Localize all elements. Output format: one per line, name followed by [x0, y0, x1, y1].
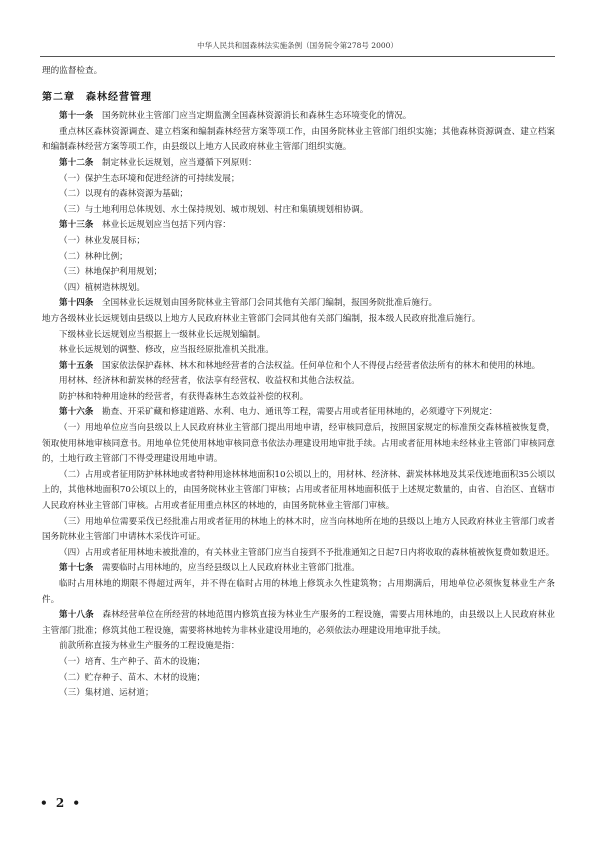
article-paragraph [42, 608, 555, 639]
paragraph-text: 下级林业长远规划应当根据上一级林业长远规划编制。 [59, 329, 266, 340]
paragraph-text: 防护林和特种用途林的经营者，有获得森林生态效益补偿的权利。 [59, 391, 309, 402]
running-header: 中华人民共和国森林法实施条例（国务院令第278号 2000） [40, 40, 555, 57]
paragraph [42, 172, 555, 188]
article-paragraph [42, 296, 555, 312]
paragraph-text: 勘查、开采矿藏和修建道路、水利、电力、通讯等工程，需要占用或者征用林地的，必须遵守下列规定： [93, 407, 498, 418]
article-paragraph [42, 218, 555, 234]
paragraph [42, 125, 555, 156]
article-label: 第十八条 [59, 610, 94, 621]
article-label: 第十五条 [59, 360, 94, 371]
paragraph-text: 全国林业长远规划由国务院林业主管部门会同其他有关部门编制，报国务院批准后施行。 [93, 298, 438, 309]
paragraph [42, 203, 555, 219]
paragraph [42, 374, 555, 390]
paragraph-text: 地方各级林业长远规划由县级以上地方人民政府林业主管部门会同其他有关部门编制，报本级人民政府批准后施行。 [42, 313, 481, 324]
paragraph-text: （一）林业发展目标； [59, 235, 145, 246]
paragraph-text: 制定林业长远规划，应当遵循下列原则： [93, 157, 257, 168]
paragraph [42, 328, 555, 344]
paragraph-text: （二）林种比例； [59, 251, 128, 262]
paragraph-text: 前款所称直接为林业生产服务的工程设施是指： [59, 641, 240, 652]
paragraph-text: （一）用地单位应当向县级以上人民政府林业主管部门提出用地申请，经审核同意后，按照国家规定的标准预交森林植被恢复费，领取使用林地审核同意书。用地单位凭使用林地审核同意书依法办理建设用地审批手续。占用或者征用林地未经林业主管部门审核同意的，土地行政主管部门不得受理建设用地申请。 [42, 423, 555, 465]
paragraph [42, 281, 555, 297]
article-list [42, 109, 555, 702]
document-body [42, 64, 555, 702]
paragraph-text: （三）用地单位需要采伐已经批准占用或者征用的林地上的林木时，应当向林地所在地的县级以上地方人民政府林业主管部门或者国务院林业主管部门申请林木采伐许可证。 [42, 516, 555, 543]
paragraph-text: （一）培育、生产种子、苗木的设施； [59, 656, 206, 667]
paragraph-text: 林业长远规划的调整、修改，应当报经原批准机关批准。 [59, 345, 274, 356]
article-label: 第十一条 [59, 111, 94, 122]
paragraph [42, 390, 555, 406]
paragraph [42, 343, 555, 359]
paragraph-text: 林业长远规划应当包括下列内容： [93, 220, 231, 231]
paragraph-text: （三）与土地利用总体规划、水土保持规划、城市规划、村庄和集镇规划相协调。 [59, 204, 369, 215]
article-label: 第十二条 [59, 157, 94, 168]
article-paragraph [42, 109, 555, 125]
article-label: 第十三条 [59, 220, 94, 231]
paragraph-text: （四）占用或者征用林地未被批准的，有关林业主管部门应当自接到不予批准通知之日起7日内将收取的森林植被恢复费如数退还。 [59, 547, 555, 558]
article-label: 第十六条 [59, 407, 94, 418]
paragraph [42, 234, 555, 250]
paragraph-text: 需要临时占用林地的，应当经县级以上人民政府林业主管部门批准。 [93, 563, 360, 574]
paragraph [42, 639, 555, 655]
paragraph [42, 577, 555, 608]
paragraph [42, 250, 555, 266]
chapter-title: 第二章 森林经营管理 [42, 91, 152, 103]
paragraph-text: 临时占用林地的期限不得超过两年，并不得在临时占用的林地上修筑永久性建筑物；占用期满后，用地单位必须恢复林业生产条件。 [42, 579, 555, 605]
article-paragraph [42, 561, 555, 577]
paragraph-text: （四）植树造林规划。 [59, 282, 145, 293]
article-paragraph [42, 405, 555, 421]
paragraph [42, 671, 555, 687]
paragraph [42, 655, 555, 671]
paragraph [42, 312, 555, 328]
paragraph [42, 468, 555, 515]
article-label: 第十四条 [59, 298, 94, 309]
paragraph [42, 421, 555, 468]
article-paragraph [42, 156, 555, 172]
paragraph-text: 重点林区森林资源调查、建立档案和编制森林经营方案等项工作，由国务院林业主管部门组织实施；其他森林资源调查、建立档案和编制森林经营方案等项工作，由县级以上地方人民政府林业主管部门组织实施。 [42, 126, 555, 153]
paragraph [42, 515, 555, 546]
paragraph-text: （二）占用或者征用防护林林地或者特种用途林林地面积10公顷以上的，用材林、经济林、薪炭林林地及其采伐迹地面积35公顷以上的，其他林地面积70公顷以上的，由国务院林业主管部门审核；占用或者征用林地面积低于上述规定数量的，由省、自治区、直辖市人民政府林业主管部门审核。占用或者征用重点林区的林地的，由国务院林业主管部门审核。 [42, 469, 555, 512]
paragraph-text: （二）以现有的森林资源为基础； [59, 189, 188, 200]
paragraph-text: 森林经营单位在所经营的林地范围内修筑直接为林业生产服务的工程设施，需要占用林地的，由县级以上人民政府林业主管部门批准；修筑其他工程设施，需要将林地转为非林业建设用地的，必须依法办理建设用地审批手续。 [42, 610, 555, 636]
paragraph-text: （三）集材道、运材道； [59, 688, 154, 699]
paragraph [42, 686, 555, 702]
paragraph [42, 265, 555, 281]
paragraph-text: （三）林地保护利用规划； [59, 267, 163, 278]
article-label: 第十七条 [59, 563, 94, 574]
paragraph-text: 国家依法保护森林、林木和林地经营者的合法权益。任何单位和个人不得侵占经营者依法所有的林木和使用的林地。 [93, 360, 541, 371]
paragraph [42, 187, 555, 203]
article-paragraph [42, 359, 555, 375]
paragraph [42, 546, 555, 562]
paragraph-text: 国务院林业主管部门应当定期监测全国森林资源消长和森林生态环境变化的情况。 [93, 111, 412, 122]
paragraph-text: （二）贮存种子、苗木、木材的设施； [59, 672, 206, 683]
paragraph-text: （一）保护生态环境和促进经济的可持续发展； [59, 173, 240, 184]
lead-line: 理的监督检查。 [42, 66, 103, 76]
page-number: • 2 • [40, 796, 83, 810]
paragraph-text: 用材林、经济林和薪炭林的经营者，依法享有经营权、收益权和其他合法权益。 [59, 376, 360, 387]
